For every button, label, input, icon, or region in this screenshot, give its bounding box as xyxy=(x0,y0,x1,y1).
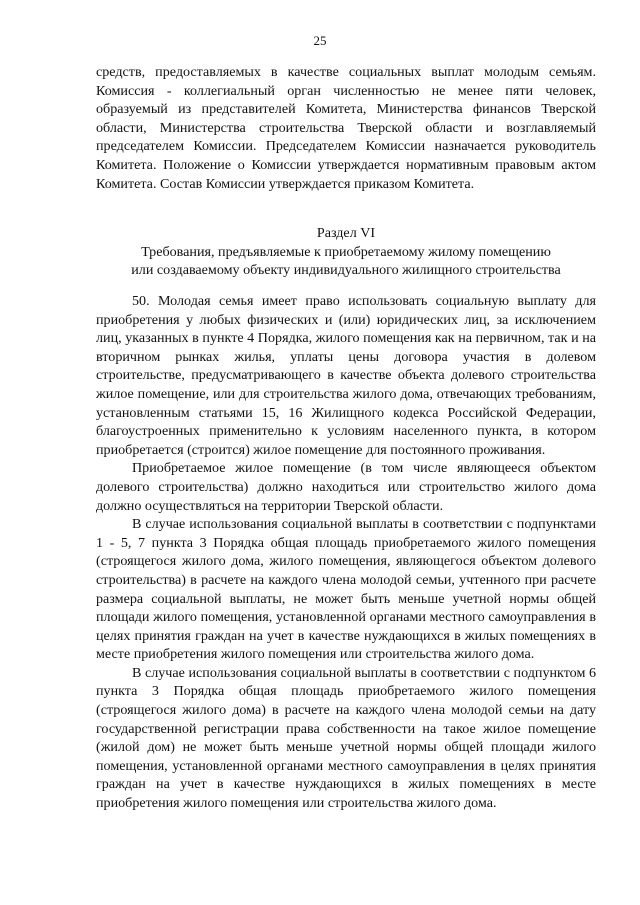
paragraph-area-subpoint-6: В случае использования социальной выплаты в соответствии с подпунктом 6 пункта 3 Порядка общая площадь приобретаемого жилого помещения (строящегося жилого дома) в расчете на каждого члена молодой семьи на дату государственной регистрации права собственности на такое жилое помещение (жилой дом) не может быть меньше учетной нормы общей площади жилого помещения, установленной органами местного самоуправления в целях принятия граждан на учет в качестве нуждающихся в жилых помещениях в месте приобретения жилого помещения или строительства жилого дома. xyxy=(96,664,596,812)
paragraph-location: Приобретаемое жилое помещение (в том числе являющееся объектом долевого строительства) должно находиться или строительство жилого дома должно осуществляться на территории Тверской области. xyxy=(96,460,596,514)
paragraph-area-subpoints-1-5-7: В случае использования социальной выплаты в соответствии с подпунктами 1 - 5, 7 пункта 3 Порядка общая площадь приобретаемого жилого помещения (строящегося жилого дома, жилого помещения, являющегося объектом долевого строительства) в расчете на каждого члена молодой семьи, учтенного при расчете размера социальной выплаты, не может быть меньше учетной нормы общей площади жилого помещения, установленной органами местного самоуправления в целях принятия граждан на учет в качестве нуждающихся в жилых помещениях в месте приобретения жилого помещения или строительства жилого дома. xyxy=(96,516,596,663)
section-title-line-2: или создаваемому объекту индивидуального жилищного строительства xyxy=(131,262,561,279)
continuation-text xyxy=(96,63,596,193)
paragraph-50: 50. Молодая семья имеет право использовать социальную выплату для приобретения у любых физических и (или) юридических лиц, за исключением лиц, указанных в пункте 4 Порядка, жилого помещения как на первичном, так и на вторичном рынках жилья, уплаты цены договора участия в долевом строительстве, предусматривающего в качестве объекта долевого строительства жилое помещение, или для строительства жилого дома, отвечающих требованиям, установленным статьями 15, 16 Жилищного кодекса Российской Федерации, благоустроенных применительно к условиям населенного пункта, в котором приобретается (строится) жилое помещение для постоянного проживания. xyxy=(96,293,596,458)
section-body xyxy=(96,292,596,813)
paragraph-continuation: средств, предоставляемых в качестве социальных выплат молодым семьям. Комиссия - коллегиальный орган численностью не менее пяти человек, образуемый из представителей Комитета, Министерства финансов Тверской области, Министерства строительства Тверской области и возглавляемый председателем Комиссии. Председателем Комиссии назначается руководитель Комитета. Положение о Комиссии утверждается нормативным правовым актом Комитета. Состав Комиссии утверждается приказом Комитета. xyxy=(96,64,596,192)
page-number: 25 xyxy=(313,33,327,48)
section-heading xyxy=(96,224,596,280)
section-title-line-1: Требования, предъявляемые к приобретаемому жилому помещению xyxy=(141,243,551,260)
section-number: Раздел VI xyxy=(316,225,376,241)
